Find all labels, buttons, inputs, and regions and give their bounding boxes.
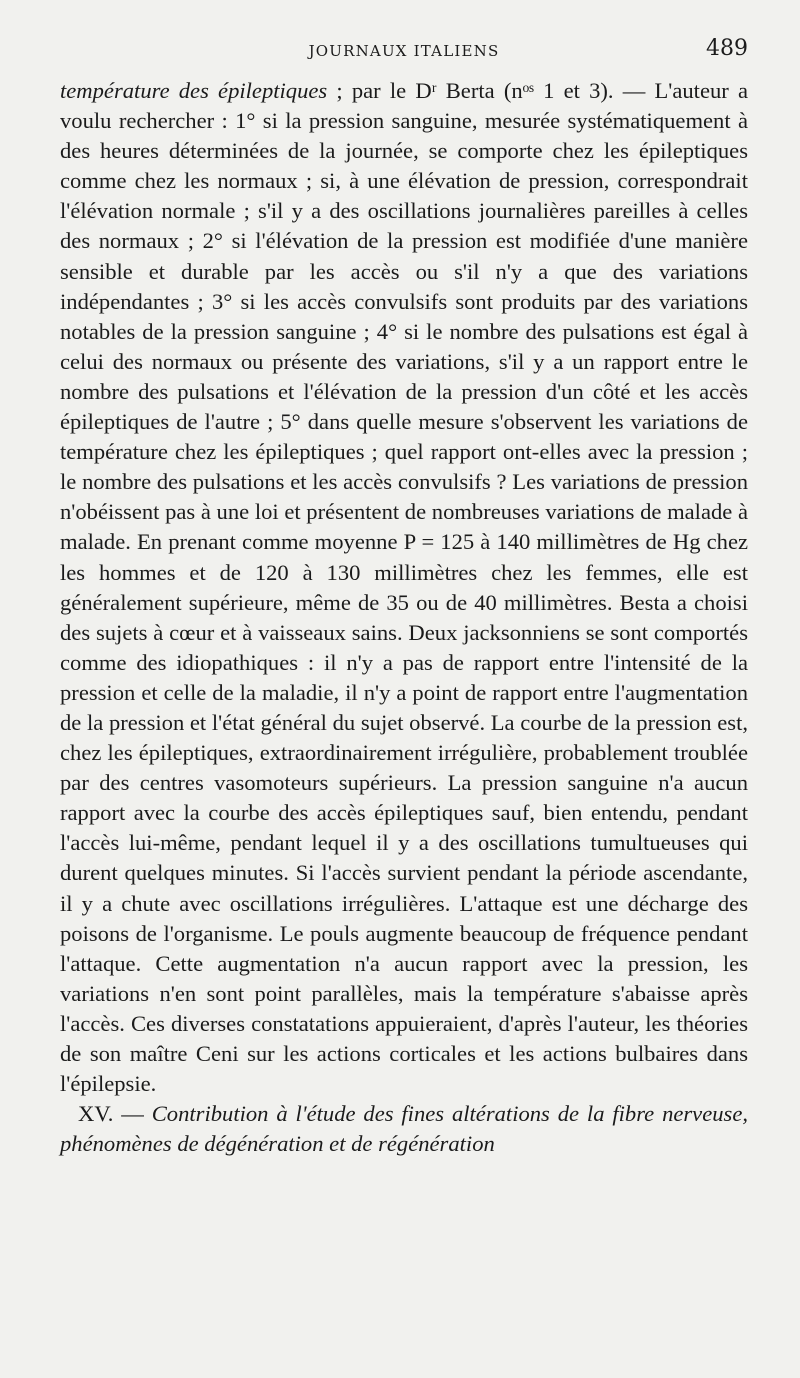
section-heading (60, 1099, 748, 1159)
article-body (60, 76, 748, 1159)
paragraph-text: ; par le Dʳ Berta (nᵒˢ 1 et 3). — L'auteur a voulu rechercher : 1° si la pression sanguine, mesurée systématiquement à des heures déterminées de la journée, se comporte chez les épileptiques comme chez les normaux ; si, à une élévation de pression, correspondrait l'élévation normale ; s'il y a des oscillations journalières pareilles à celles des normaux ; 2° si l'élévation de la pression est modifiée d'une manière sensible et durable par les accès ou s'il n'y a que des variations indépendantes ; 3° si les accès convulsifs sont produits par des variations notables de la pression sanguine ; 4° si le nombre des pulsations est égal à celui des normaux ou présente des variations, s'il y a un rapport entre le nombre des pulsations et l'élévation de la pression d'un côté et les accès épileptiques de l'autre ; 5° dans quelle mesure s'observent les variations de température chez les épileptiques ; quel rapport ont-elles avec la pression ; le nombre des pulsations et les accès convulsifs ? Les variations de pression n'obéissent pas à une loi et présentent de nombreuses variations de malade à malade. En prenant comme moyenne P = 125 à 140 millimètres de Hg chez les hommes et de 120 à 130 millimètres chez les femmes, elle est généralement supérieure, même de 35 ou de 40 millimètres. Besta a choisi des sujets à cœur et à vaisseaux sains. Deux jacksonniens se sont comportés comme des idiopathiques : il n'y a pas de rapport entre l'intensité de la pression et celle de la maladie, il n'y a point de rapport entre l'augmentation de la pression et l'état général du sujet observé. La courbe de la pression est, chez les épileptiques, extraordinairement irrégulière, probablement troublée par des centres vasomoteurs supérieurs. La pression sanguine n'a aucun rapport avec la courbe des accès épileptiques sauf, bien entendu, pendant l'accès lui-même, pendant lequel il y a des oscillations tumultueuses qui durent quelques minutes. Si l'accès survient pendant la période ascendante, il y a chute avec oscillations irrégulières. L'attaque est une décharge des poisons de l'organisme. Le pouls augmente beaucoup de fréquence pendant l'attaque. Cette augmentation n'a aucun rapport avec la pression, les variations n'en sont point parallèles, mais la température s'abaisse après l'accès. Ces diverses constatations appuieraient, d'après l'auteur, les théories de son maître Ceni sur les actions corticales et les actions bulbaires dans l'épilepsie. (60, 78, 749, 1097)
page-header (60, 34, 748, 76)
paragraph-title: température des épileptiques (60, 78, 328, 103)
page-number: 489 (706, 36, 748, 61)
section-title: Contribution à l'étude des fines altérations de la fibre nerveuse, phénomènes de dégénération et de régénération (60, 1101, 749, 1157)
running-head: JOURNAUX ITALIENS (308, 42, 500, 60)
paragraph (60, 76, 748, 1099)
section-number: XV. (78, 1101, 114, 1127)
section-dash: — (113, 1101, 152, 1127)
